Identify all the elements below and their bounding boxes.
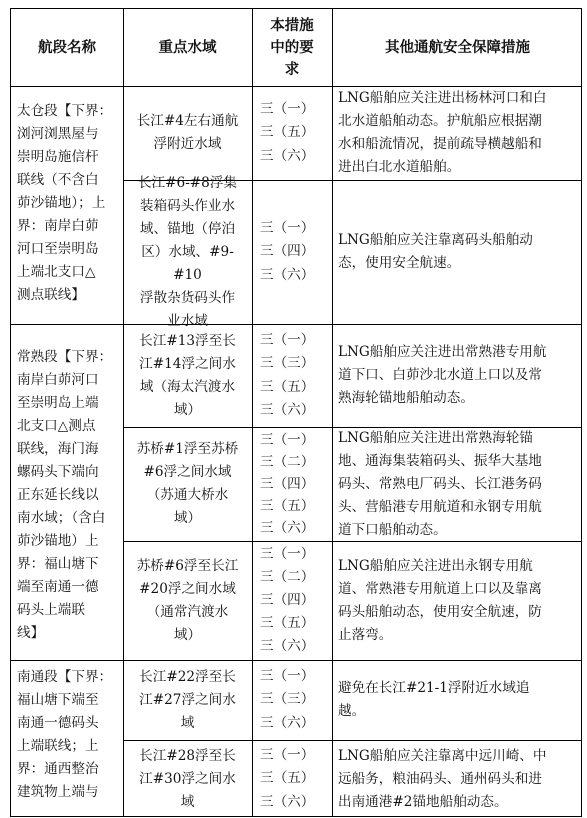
table-row-other-measures: 避免在长江#21-1浮附近水域追 越。 xyxy=(338,680,530,719)
requirement-item: 三（四） xyxy=(260,476,315,492)
requirement-item: 三（一） xyxy=(260,667,315,684)
table-row-requirements xyxy=(252,427,332,541)
table-row-other-measures: LNG船舶应关注靠离码头船舶动 态，使用安全航速。 xyxy=(338,232,533,271)
requirement-item: 三（四） xyxy=(260,243,315,260)
table-row-other-measures: LNG船舶应关注进出杨林河口和白 北水道船舶动态。护航船应根据潮 水和船流情况，提前疏导横越船和 进出白北水道船舶。 xyxy=(338,90,547,175)
requirement-item: 三（六） xyxy=(260,147,315,164)
requirement-item: 三（一） xyxy=(260,432,315,448)
header-requirement: 本措施 中的要 求 xyxy=(270,17,314,78)
table-row-waters: 苏桥#1浮至苏桥 #6浮之间水域 （苏通大桥水 域） xyxy=(136,441,239,526)
requirement-item: 三（五） xyxy=(260,615,315,631)
requirement-item: 三（五） xyxy=(260,124,315,141)
table-row-waters: 长江#22浮至长 江#27浮之间水 域 xyxy=(139,668,236,731)
requirement-item: 三（一） xyxy=(260,219,315,236)
requirement-item: 三（六） xyxy=(260,266,315,283)
requirement-item: 三（六） xyxy=(260,402,315,418)
safety-measures-table xyxy=(10,8,582,817)
requirement-item: 三（三） xyxy=(260,691,315,708)
header-other-measures: 其他通航安全保障措施 xyxy=(385,39,530,56)
table-row-waters: 苏桥#6浮至长江 #20浮之间水域 （通常汽渡水 域） xyxy=(136,557,239,643)
table-row-requirements xyxy=(252,180,332,324)
table-row-waters: 长江#13浮至长 江#14浮之间水 域（海太汽渡水 域） xyxy=(139,332,236,418)
header-segment-name: 航段名称 xyxy=(38,39,96,56)
requirement-item: 三（四） xyxy=(260,592,315,608)
requirement-item: 三（五） xyxy=(260,498,315,514)
requirement-item: 三（六） xyxy=(260,520,315,536)
table-row-requirements xyxy=(252,86,332,180)
requirement-item: 三（六） xyxy=(260,714,315,731)
table-row-waters: 长江#6-#8浮集 装箱码头作业水 域、锚地（停泊 区）水域、#9-#10 浮散杂货码头作 业水域 xyxy=(137,174,238,329)
table-row-requirements xyxy=(252,740,332,818)
requirement-item: 三（三） xyxy=(260,355,315,371)
requirement-item: 三（六） xyxy=(260,793,315,810)
requirement-item: 三（一） xyxy=(260,546,315,562)
requirement-item: 三（一） xyxy=(260,331,315,348)
table-row-other-measures: LNG船舶应关注进出永钢专用航 道、常熟港专用航道上口以及靠离 码头船舶动态，使用安全航速，防 止落弯。 xyxy=(338,557,542,643)
requirement-item: 三（五） xyxy=(260,770,315,787)
table-row-waters: 长江#28浮至长 江#30浮之间水 域 xyxy=(139,747,236,810)
table-row-requirements xyxy=(252,324,332,427)
requirement-item: 三（一） xyxy=(260,100,315,117)
table-row-waters: 长江#4左右通航 浮附近水域 xyxy=(136,113,239,152)
segment-nantong: 南通段【下界： 福山塘下端至 南通一德码头 上端联线；上 界：通西整治 建筑物上端与 xyxy=(17,669,113,800)
requirement-item: 三（一） xyxy=(260,746,315,763)
requirement-item: 三（五） xyxy=(260,378,315,395)
requirement-item: 三（二） xyxy=(260,569,315,585)
header-key-waters: 重点水域 xyxy=(158,39,217,56)
requirement-item: 三（二） xyxy=(260,454,315,470)
table-row-requirements xyxy=(252,541,332,660)
segment-taicang: 太仓段【下界： 浏河浏黑屋与 崇明岛施信杆 联线（不含白 茆沙锚地）；上 界：南岸白茆 河口至崇明岛 上端北支口△ 测点联线】 xyxy=(17,103,113,303)
table-row-other-measures: LNG船舶应关注靠离中远川崎、中 远船务，粮油码头、通州码头和进 出南通港#2锚地船舶动态。 xyxy=(338,747,547,810)
segment-changshu: 常熟段【下界： 南岸白茆河口 至崇明岛上端 北支口△测点 联线，海门海 螺码头下端向 正东延长线以 南水域；（含白 茆沙锚地）上 界：福山塘下 端至南通一德 码头上端联 线】 xyxy=(17,349,113,641)
requirement-item: 三（六） xyxy=(260,638,315,654)
table-row-requirements xyxy=(252,660,332,740)
table-row-other-measures: LNG船舶应关注进出常熟港专用航 道下口、白茆沙北水道上口以及常 熟海轮锚地船舶动态。 xyxy=(338,344,547,406)
table-row-other-measures: LNG船舶应关注进出常熟海轮锚 地、通海集装箱码头、振华大基地 码头、常熟电厂码头、长江港务码 头、营船港专用航道和永钢专用航 道下口船舶动态。 xyxy=(338,429,542,538)
